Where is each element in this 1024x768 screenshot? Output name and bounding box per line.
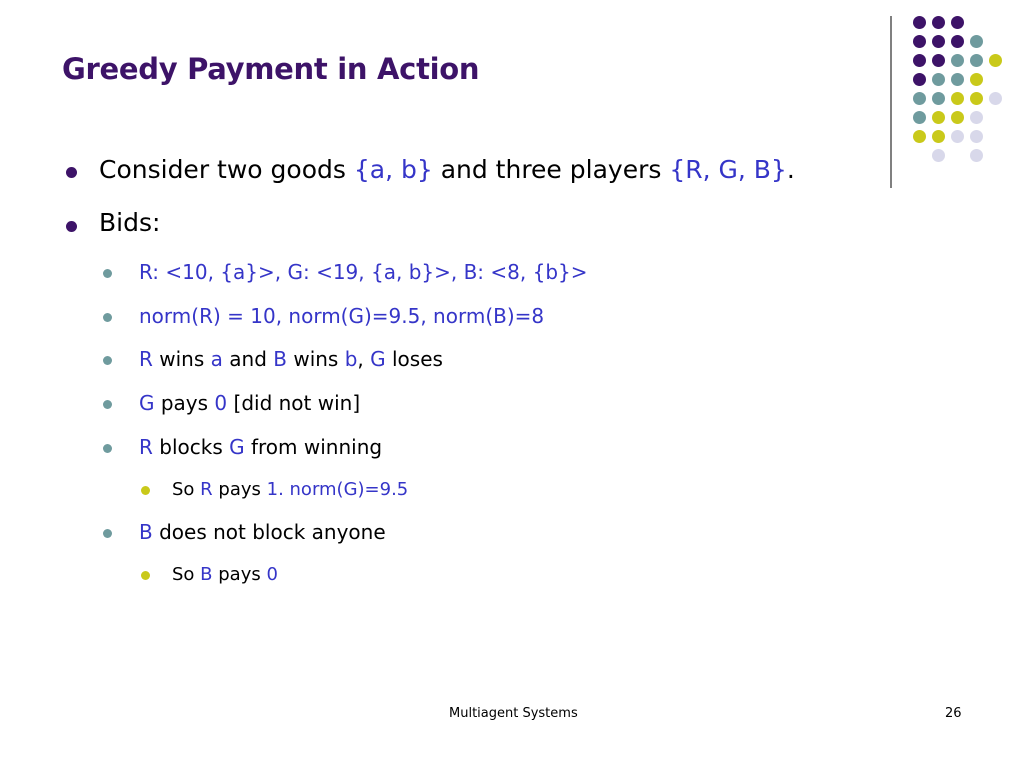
text: pays (212, 564, 267, 585)
text: B (139, 520, 153, 544)
sub-bullet-icon (103, 313, 112, 322)
sub-bullet-icon (103, 400, 112, 409)
decorative-dot (951, 35, 964, 48)
decorative-dot (951, 54, 964, 67)
decorative-dot (970, 35, 983, 48)
text: G (370, 347, 386, 371)
bullet-icon (66, 221, 77, 232)
text: loses (385, 347, 443, 371)
bullet-bids (99, 208, 160, 237)
footer-title: Multiagent Systems (449, 706, 578, 721)
decorative-dot (951, 92, 964, 105)
sub-bullet-icon (103, 444, 112, 453)
decorative-dot (913, 54, 926, 67)
decorative-dot (932, 92, 945, 105)
decorative-dot (989, 54, 1002, 67)
goods-set: {a, b} (353, 155, 433, 184)
decorative-dot (932, 54, 945, 67)
text: wins (152, 347, 211, 371)
text: Consider two goods (99, 155, 354, 184)
decorative-dot (913, 35, 926, 48)
text: R (200, 479, 213, 500)
decorative-dot (970, 149, 983, 162)
sub-bullet-icon (103, 529, 112, 538)
decorative-dot (970, 111, 983, 124)
text: So (172, 479, 201, 500)
decorative-dot (970, 73, 983, 86)
text: [did not win] (227, 391, 361, 415)
norm-values (139, 304, 544, 328)
b-pays-line (172, 564, 278, 585)
text: R: <10, {a}>, G: <19, {a, b}>, B: <8, {b}> (139, 260, 588, 284)
text: b (344, 347, 358, 371)
decorative-dot (932, 149, 945, 162)
r-blocks-line (139, 435, 382, 459)
page-number: 26 (945, 706, 962, 721)
text: and three players (432, 155, 670, 184)
text: . (786, 155, 795, 184)
decorative-dot (932, 16, 945, 29)
text: pays (212, 479, 267, 500)
text: does not block anyone (152, 520, 386, 544)
decorative-dot (932, 130, 945, 143)
sub-bullet-icon (103, 269, 112, 278)
decorative-dot (913, 92, 926, 105)
bullet-goods-players (99, 155, 795, 184)
text: B (273, 347, 287, 371)
text: pays (154, 391, 215, 415)
text: Bids: (99, 208, 161, 237)
bid-values (139, 260, 588, 284)
winners-line (139, 347, 443, 371)
sub-sub-bullet-icon (141, 571, 150, 580)
text: from winning (244, 435, 383, 459)
text: a (210, 347, 223, 371)
bullet-icon (66, 167, 77, 178)
text: G (229, 435, 245, 459)
sub-sub-bullet-icon (141, 486, 150, 495)
decorative-dot (970, 92, 983, 105)
decorative-dot (913, 130, 926, 143)
text: R (139, 347, 153, 371)
r-pays-line (172, 479, 408, 500)
decorative-dot (951, 73, 964, 86)
text: wins (286, 347, 345, 371)
text: , (357, 347, 371, 371)
decorative-dot (951, 130, 964, 143)
decorative-dot (913, 73, 926, 86)
text: and (222, 347, 274, 371)
b-no-block-line (139, 520, 386, 544)
text: B (200, 564, 213, 585)
decorative-dot (932, 111, 945, 124)
text: 1. norm(G)=9.5 (266, 479, 409, 500)
decorative-dot (913, 16, 926, 29)
decorative-dot (932, 35, 945, 48)
decorative-dot (970, 54, 983, 67)
text: R (139, 435, 153, 459)
text: 0 (214, 391, 228, 415)
slide-title: Greedy Payment in Action (62, 52, 480, 86)
decorative-dot (951, 111, 964, 124)
decorative-dot (951, 16, 964, 29)
text: norm(R) = 10, norm(G)=9.5, norm(B)=8 (139, 304, 545, 328)
text: 0 (266, 564, 278, 585)
decorative-dot (970, 130, 983, 143)
divider-line (890, 16, 892, 188)
text: So (172, 564, 201, 585)
players-set: {R, G, B} (669, 155, 787, 184)
decorative-dot (932, 73, 945, 86)
sub-bullet-icon (103, 356, 112, 365)
decorative-dot (989, 92, 1002, 105)
decorative-dot (913, 111, 926, 124)
text: blocks (152, 435, 230, 459)
text: G (139, 391, 155, 415)
g-pays-line (139, 391, 360, 415)
